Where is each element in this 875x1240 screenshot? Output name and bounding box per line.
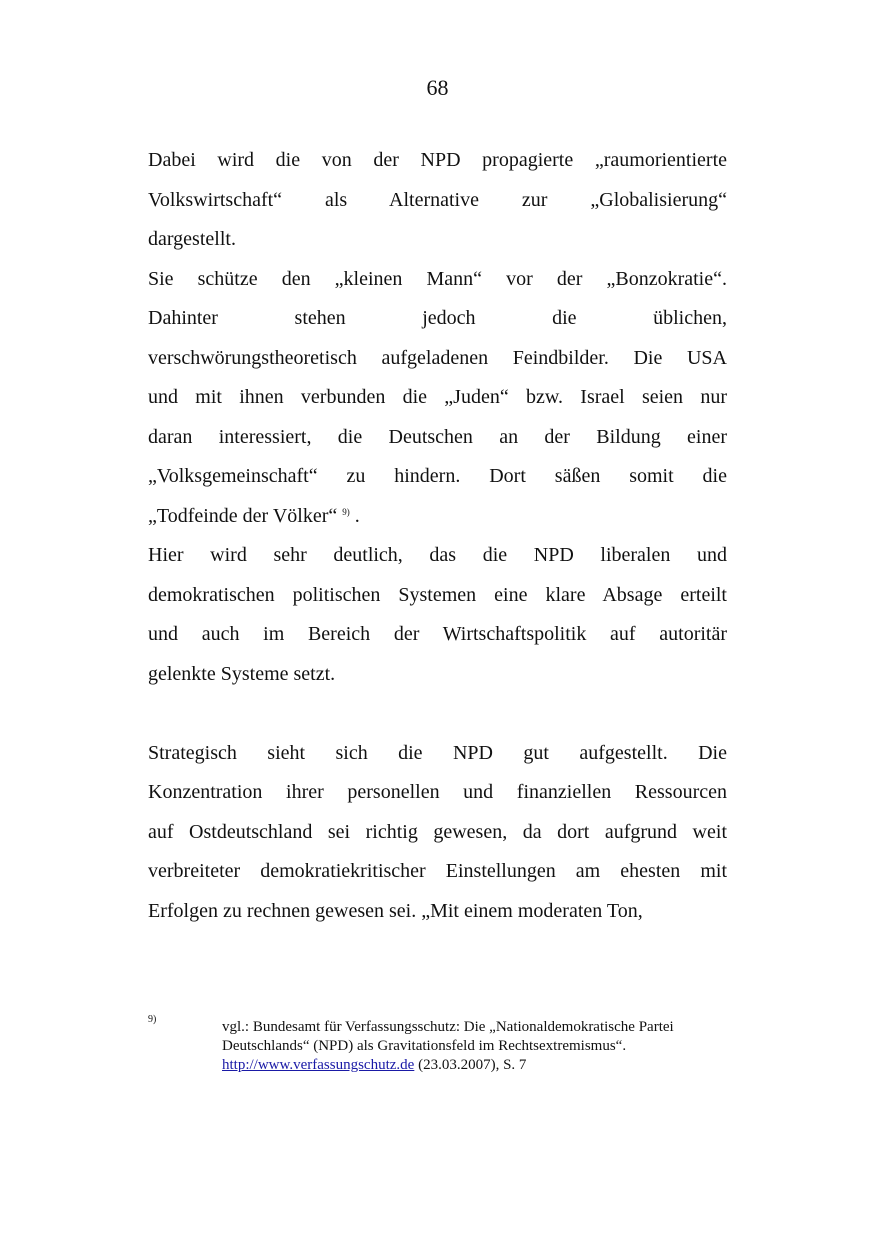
body-line [148, 457, 727, 497]
body-line [148, 615, 727, 655]
body-line-text: verbreiteter demokratiekritischer Einstellungen am ehesten mit [148, 860, 727, 882]
body-line-text: Hier wird sehr deutlich, das die NPD liberalen und [148, 544, 727, 566]
body-line [148, 497, 727, 537]
body-line-text: verschwörungstheoretisch aufgeladenen Feindbilder. Die USA [148, 346, 727, 369]
page-number: 68 [426, 75, 449, 100]
body-line [148, 141, 727, 181]
body-line [148, 852, 727, 892]
footnote-text [222, 1018, 728, 1075]
footnote-link[interactable]: http://www.verfassungschutz.de [222, 1057, 415, 1073]
body-line-text: dargestellt. [148, 228, 236, 250]
body-line-text: daran interessiert, die Deutschen an der Bildung einer [148, 425, 727, 448]
footnote-line [222, 1056, 728, 1075]
body-line [148, 339, 727, 379]
body-line [148, 773, 727, 813]
body-line-text: „Todfeinde der Völker“ [148, 504, 338, 527]
body-line-trailing-text: . [349, 504, 360, 527]
body-line-text: demokratischen politischen Systemen eine klare Absage erteilt [148, 583, 727, 606]
body-line [148, 536, 727, 576]
body-line [148, 418, 727, 458]
footnote-line: vgl.: Bundesamt für Verfassungsschutz: Die „Nationaldemokratische Partei [222, 1019, 674, 1035]
footnote-citation-date: (23.03.2007), S. 7 [414, 1057, 527, 1073]
body-line [148, 181, 727, 221]
footnote-line: Deutschlands“ (NPD) als Gravitationsfeld im Rechtsextremismus“. [222, 1038, 627, 1054]
body-text [148, 141, 727, 931]
body-line [148, 299, 727, 339]
body-line-text: Dabei wird die von der NPD propagierte „raumorientierte [148, 149, 727, 171]
footnote-reference[interactable]: 9) [342, 506, 350, 517]
body-line-text: Volkswirtschaft“ als Alternative zur „Globalisierung“ [148, 188, 727, 211]
body-line [148, 892, 727, 932]
footnote-marker: 9) [148, 1014, 157, 1025]
body-line-text: gelenkte Systeme setzt. [148, 662, 336, 685]
body-line-text: „Volksgemeinschaft“ zu hindern. Dort säßen somit die [148, 465, 727, 487]
body-line-text: Strategisch sieht sich die NPD gut aufgestellt. Die [148, 741, 727, 764]
body-line-text: Konzentration ihrer personellen und finanziellen Ressourcen [148, 781, 727, 803]
body-line [148, 655, 727, 695]
body-line-text: auf Ostdeutschland sei richtig gewesen, da dort aufgrund weit [148, 820, 727, 843]
body-line-text: und auch im Bereich der Wirtschaftspolitik auf autoritär [148, 623, 727, 645]
paragraph-spacer [148, 694, 727, 734]
body-line-text: Sie schütze den „kleinen Mann“ vor der „Bonzokratie“. [148, 267, 727, 290]
body-line-text: und mit ihnen verbunden die „Juden“ bzw. Israel seien nur [148, 386, 727, 408]
body-line [148, 220, 727, 260]
body-line [148, 260, 727, 300]
body-line-text: Erfolgen zu rechnen gewesen sei. „Mit einem moderaten Ton, [148, 899, 643, 922]
body-line [148, 734, 727, 774]
body-line [148, 378, 727, 418]
body-line [148, 576, 727, 616]
body-line [148, 813, 727, 853]
body-line-text: Dahinter stehen jedoch die üblichen, [148, 307, 727, 329]
